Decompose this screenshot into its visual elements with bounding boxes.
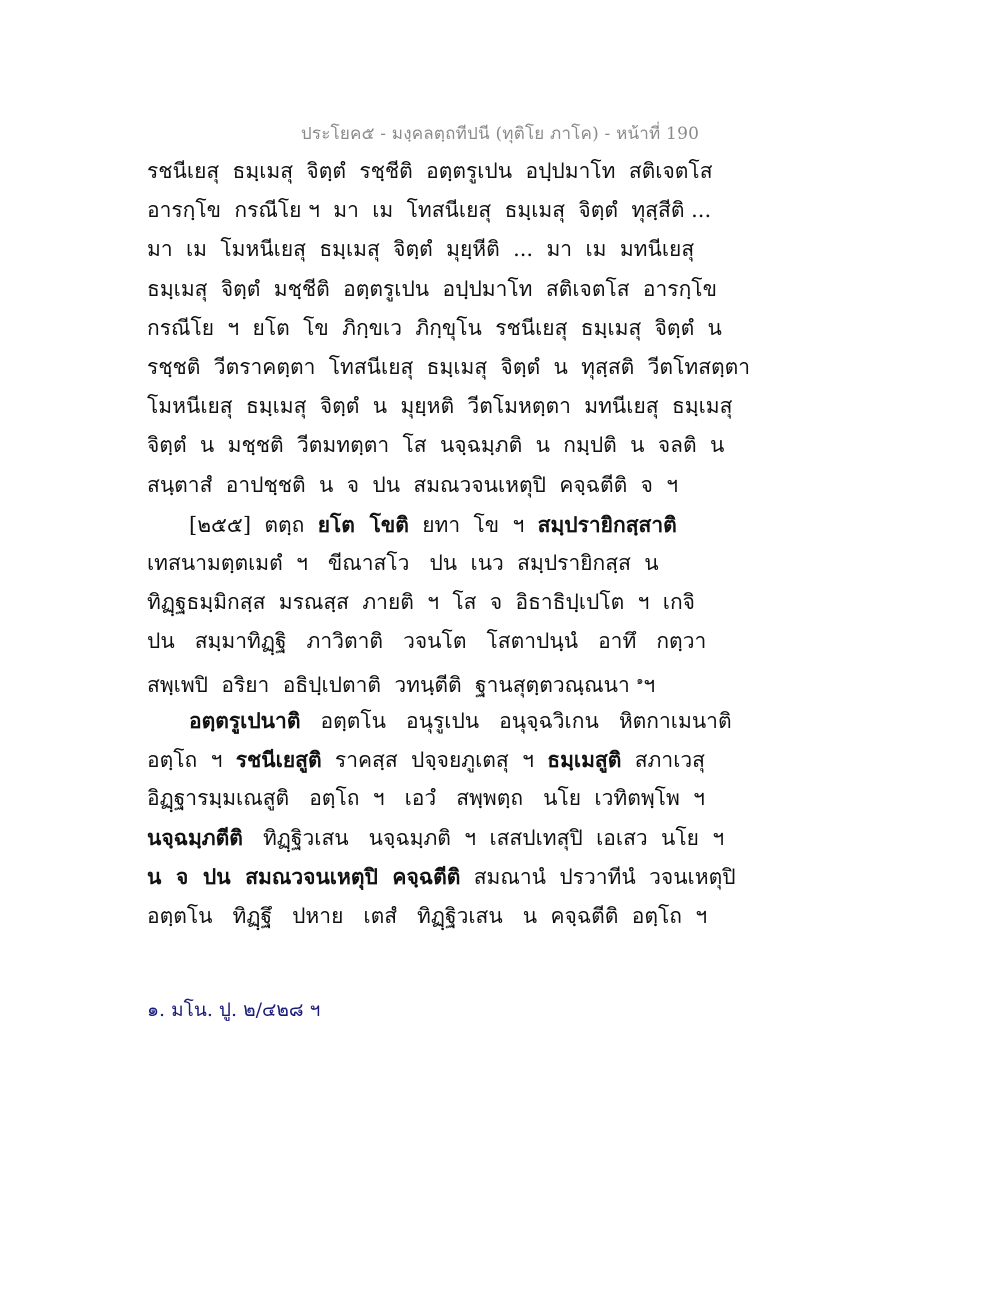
text-segment: อารกฺโข กรณีโย ฯ มา เม โทสนีเยสุ ธมฺเมสุ จิตฺตํ ทุสฺสีติ ... [147,198,712,223]
text-segment: ธมฺเมสุ จิตฺตํ มชฺชีติ อตฺตรูเปน อปฺปมาโท สติเจตโส อารกฺโข [147,276,717,301]
text-line [147,661,677,700]
text-segment: รชฺชติ วีตราคตฺตา โทสนีเยสุ ธมฺเมสุ จิตฺตํ น ทุสฺสติ วีตโทสตฺตา [147,354,751,379]
text-segment: ทิฏฺฐธมฺมิกสฺส มรณสฺส ภายติ ฯ โส จ อิธาธิปฺเปโต ฯ เกจิ [147,590,695,615]
text-line [147,701,732,740]
page-header [0,120,1000,147]
text-segment: ราคสฺส ปจฺจยภูเตสุ ฯ [321,747,548,772]
text-segment: ทิฏฺฐิวเสน นจฺฉมฺภติ ฯ เสสปเทสุปิ เอเสว นโย ฯ [242,826,725,851]
text-line [147,583,695,622]
text-line [147,544,677,583]
page-header-text: ประโยค๕ - มงฺคลตฺถทีปนี (ทุติโย ภาโค) - หน้าที่ 190 [300,124,700,144]
body-text [147,152,751,936]
text-line [147,191,712,230]
text-segment: โมหนีเยสุ ธมฺเมสุ จิตฺตํ น มุยฺหติ วีตโมหตฺตา มทนีเยสุ ธมฺเมสุ [147,394,733,419]
text-segment: กรณีโย ฯ ยโต โข ภิกฺขเว ภิกฺขุโน รชนีเยสุ ธมฺเมสุ จิตฺตํ น [147,315,722,340]
text-segment: รชนีเยสุ ธมฺเมสุ จิตฺตํ รชฺชีติ อตฺตรูเปน อปฺปมาโท สติเจตโส [147,159,713,183]
text-line [147,387,733,426]
bold-term: ยโต โขติ [317,511,409,537]
text-line [147,740,705,779]
text-segment: สนฺตาสํ อาปชฺชติ น จ ปน สมณวจนเหตุปิ คจฺฉตีติ จ ฯ [147,472,679,497]
bold-term: สมฺปรายิกสฺสาติ [537,511,677,537]
text-segment: อตฺตโน ทิฏฺฐึ ปหาย เตสํ ทิฏฺฐิวเสน น คจฺฉตีติ อตฺโถ ฯ [147,903,708,928]
text-line [147,466,677,505]
text-line [147,230,695,269]
text-line [147,818,725,857]
text-segment: สพฺเพปิ อริยา อธิปฺเปตาติ วทนฺตีติ ฐานสุตฺตวณฺณนา [147,673,637,698]
text-segment: สภาเวสุ [621,747,705,772]
text-line [147,348,751,387]
text-segment: [๒๕๕] ตตฺถ [189,512,318,537]
bold-term: รชนีเยสูติ [235,746,322,772]
bold-term: อตฺตรูเปนาติ [189,707,301,733]
text-segment: อตฺโถ ฯ [147,747,236,772]
text-segment: มา เม โมหนีเยสุ ธมฺเมสุ จิตฺตํ มุยฺหีติ ... มา เม มทนีเยสุ [147,237,695,262]
text-segment: ฯ [643,673,656,698]
text-line [147,309,722,348]
footnote-marker: ๑ [636,674,644,688]
text-segment: ปน สมฺมาทิฏฺฐิ ภาวิตาติ วจนโต โสตาปนฺนํ อาทึ กตฺวา [147,629,707,654]
text-segment: เทสนามตฺตเมตํ ฯ ขีณาสโว ปน เนว สมฺปรายิกสฺส น [147,550,659,575]
text-line [147,270,717,309]
text-line [147,779,705,818]
text-line [147,426,725,465]
text-segment: สมณานํ ปรวาทีนํ วจนเหตุปิ [460,865,736,890]
text-line [147,152,713,191]
text-line [147,505,677,544]
footnote: ๑. มโน. ปู. ๒/๔๒๘ ฯ [147,999,321,1021]
text-segment: อตฺตโน อนุรูเปน อนุจฺฉวิเกน หิตกาเมนาติ [300,708,732,733]
text-segment: ยทา โข ฯ [408,512,538,537]
text-line [147,857,736,896]
text-line [147,622,707,661]
text-segment: จิตฺตํ น มชฺชติ วีตมทตฺตา โส นจฺฉมฺภติ น กมฺปติ น จลติ น [147,433,725,458]
text-line [147,897,708,936]
text-segment: อิฏฺฐารมฺมเณสูติ อตฺโถ ฯ เอวํ สพฺพตฺถ นโย เวทิตพฺโพ ฯ [147,786,705,810]
bold-term: น จ ปน สมณวจนเหตุปิ คจฺฉตีติ [147,864,461,890]
bold-term: ธมฺเมสูติ [547,746,622,772]
bold-term: นจฺฉมฺภตีติ [147,825,243,851]
